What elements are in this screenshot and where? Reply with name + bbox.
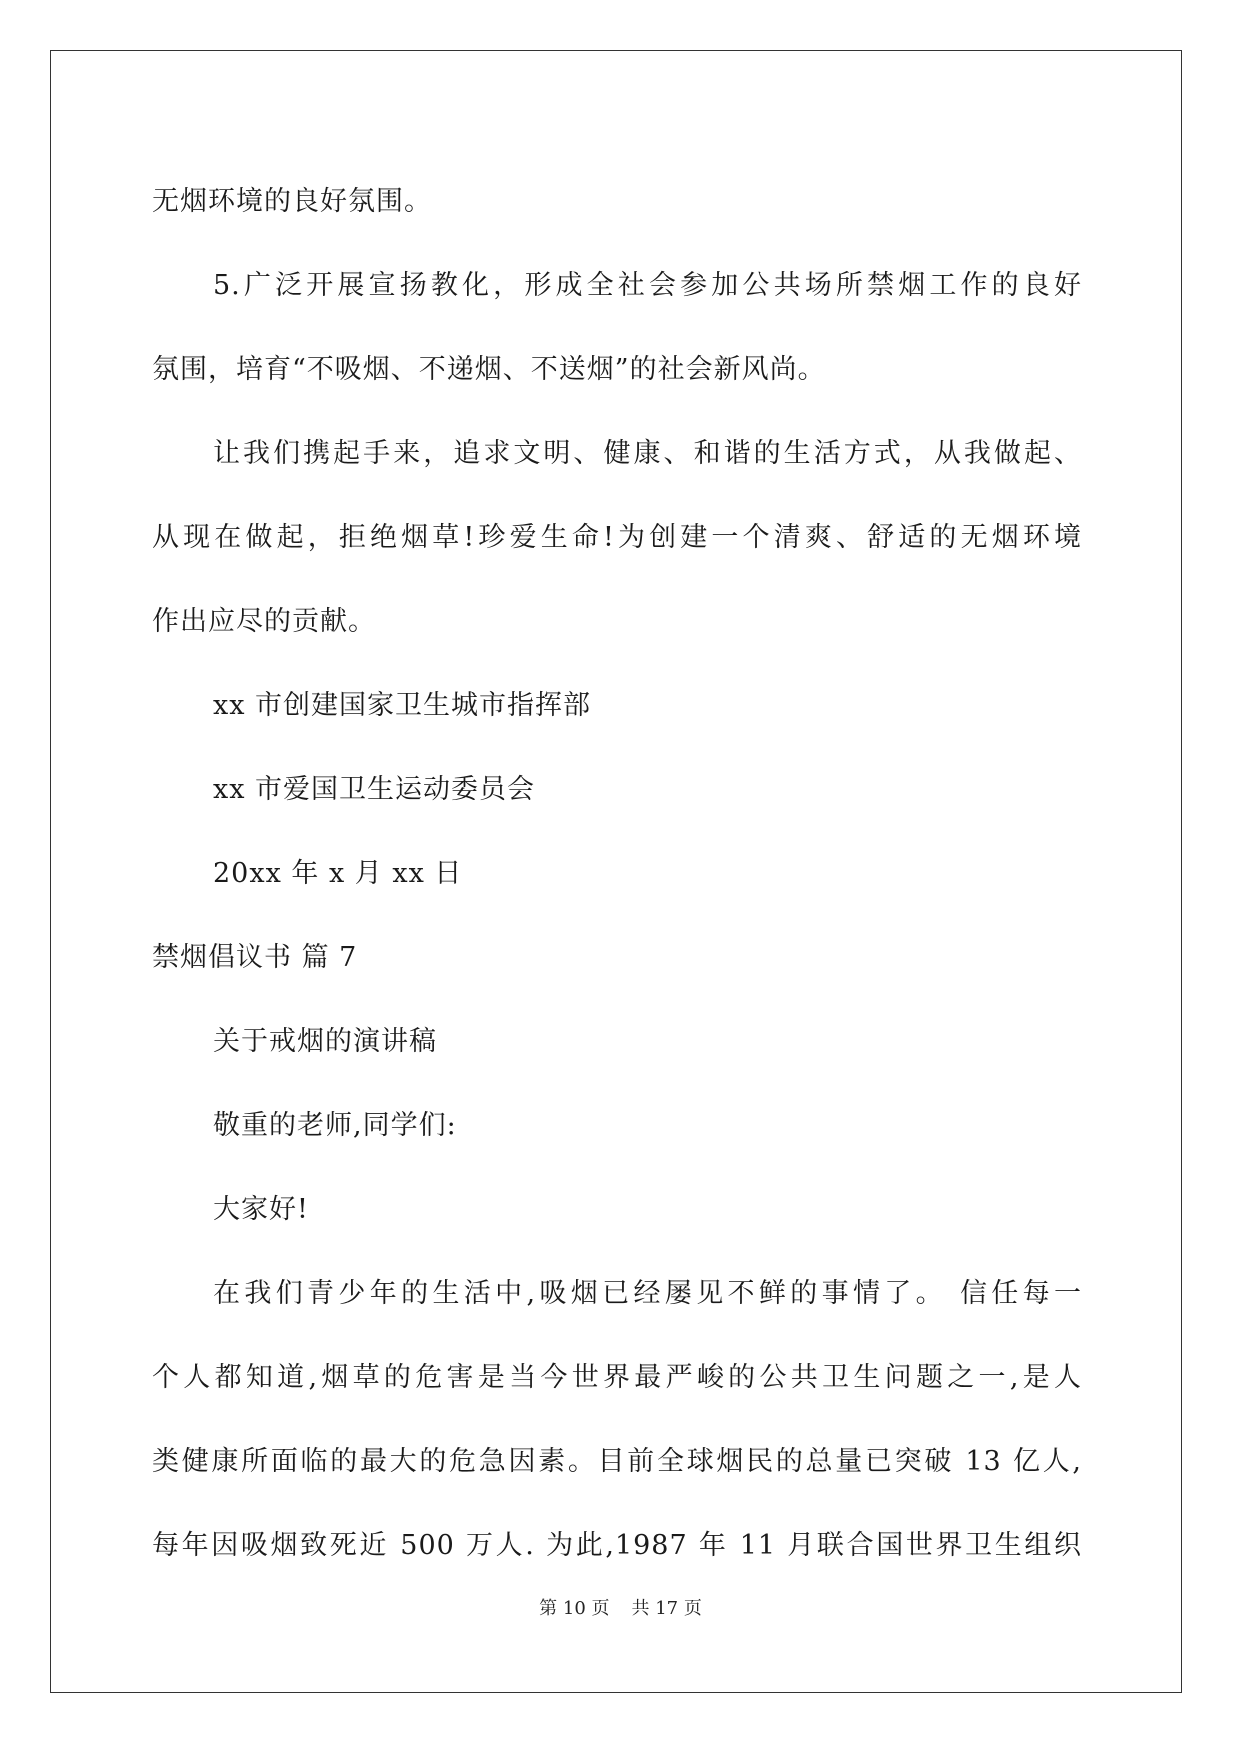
text-line: 类健康所面临的最大的危急因素。目前全球烟民的总量已突破 13 亿人, — [152, 1446, 1082, 1477]
page-number-total: 共 17 页 — [631, 1598, 702, 1619]
speech-title: 关于戒烟的演讲稿 — [213, 1026, 437, 1057]
signature-org-line: xx 市创建国家卫生城市指挥部 — [213, 690, 592, 721]
page-footer — [0, 1594, 1241, 1620]
text-line: 每年因吸烟致死近 500 万人. 为此,1987 年 11 月联合国世界卫生组织 — [152, 1530, 1082, 1561]
page-number-current: 第 10 页 — [539, 1598, 610, 1619]
document-body — [152, 160, 1082, 1588]
text-line: 无烟环境的良好氛围。 — [152, 186, 432, 217]
text-line: 从现在做起，拒绝烟草!珍爱生命!为创建一个清爽、舒适的无烟环境 — [152, 522, 1082, 553]
text-line: 让我们携起手来，追求文明、健康、和谐的生活方式，从我做起、 — [213, 438, 1082, 469]
salutation-line: 敬重的老师,同学们: — [213, 1110, 457, 1141]
text-line: 作出应尽的贡献。 — [152, 606, 376, 637]
text-line: 个人都知道,烟草的危害是当今世界最严峻的公共卫生问题之一,是人 — [152, 1362, 1082, 1393]
greeting-line: 大家好! — [213, 1194, 309, 1225]
text-line: 5.广泛开展宣扬教化，形成全社会参加公共场所禁烟工作的良好 — [213, 270, 1082, 301]
text-line: 氛围，培育“不吸烟、不递烟、不送烟”的社会新风尚。 — [152, 354, 826, 385]
signature-date-line: 20xx 年 x 月 xx 日 — [213, 858, 463, 889]
signature-org-line: xx 市爱国卫生运动委员会 — [213, 774, 536, 805]
text-line: 在我们青少年的生活中,吸烟已经屡见不鲜的事情了。 信任每一 — [213, 1278, 1082, 1309]
section-heading: 禁烟倡议书 篇 7 — [152, 942, 358, 973]
